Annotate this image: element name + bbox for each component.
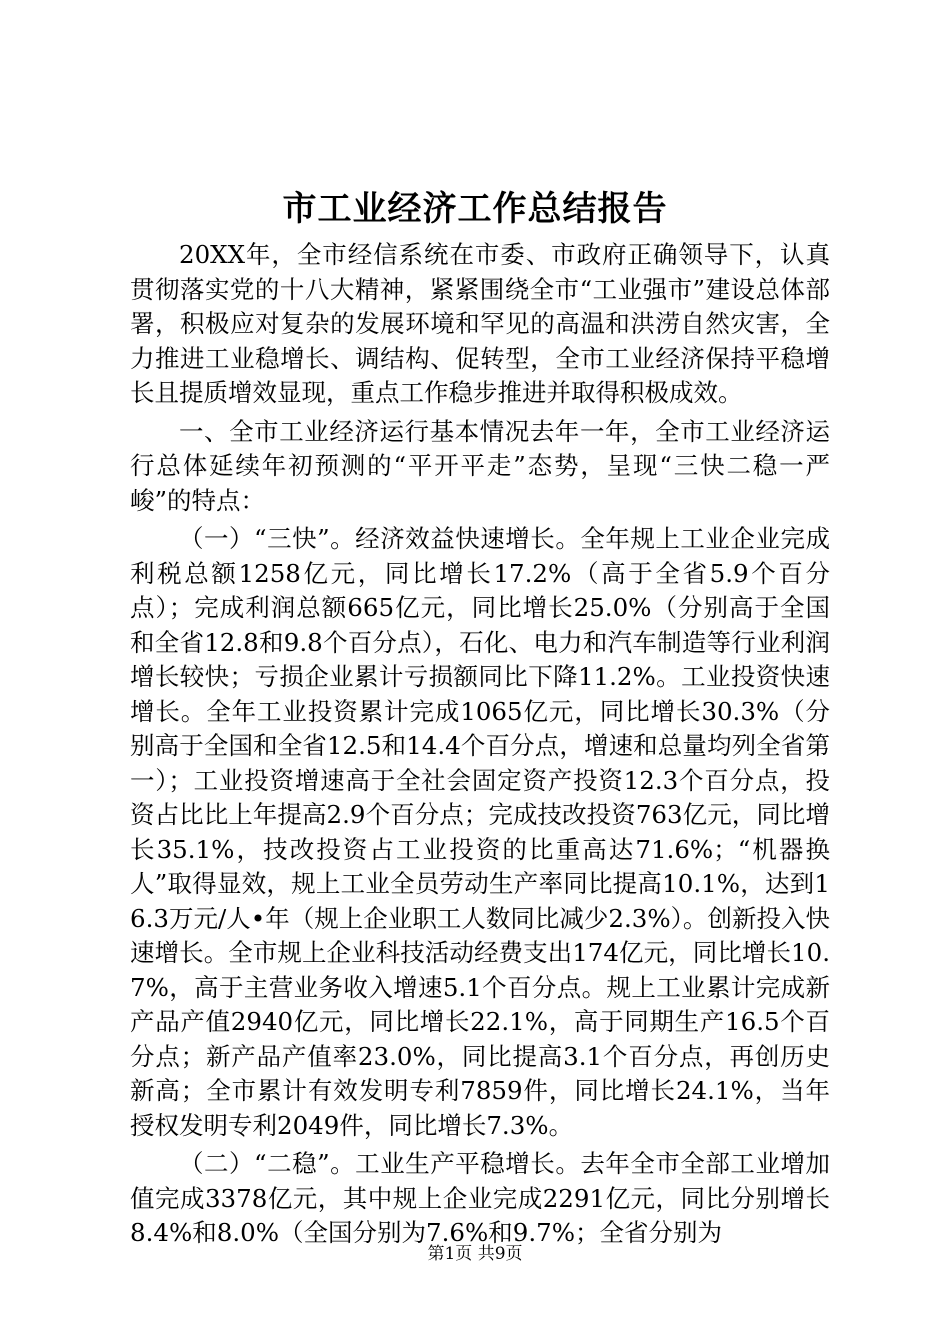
- document-title: 市工业经济工作总结报告: [282, 189, 668, 229]
- document-body: [130, 238, 830, 1255]
- page-number-footer: 第1页 共9页: [427, 1244, 523, 1264]
- paragraph-section-one: 一、全市工业经济运行基本情况去年一年，全市工业经济运行总体延续年初预测的“平开平走”态势，呈现“三快二稳一严峻”的特点：: [130, 416, 830, 515]
- paragraph-intro: 20XX年，全市经信系统在市委、市政府正确领导下，认真贯彻落实党的十八大精神，紧紧围绕全市“工业强市”建设总体部署，积极应对复杂的发展环境和罕见的高温和洪涝自然灾害，全力推进工业稳增长、调结构、促转型，全市工业经济保持平稳增长且提质增效显现，重点工作稳步推进并取得积极成效。: [130, 240, 830, 407]
- paragraph-three-fast: （一）“三快”。经济效益快速增长。全年规上工业企业完成利税总额1258亿元，同比增长17.2%（高于全省5.9个百分点）；完成利润总额665亿元，同比增长25.0%（分别高于全国和全省12.8和9.8个百分点），石化、电力和汽车制造等行业利润增长较快；亏损企业累计亏损额同比下降11.2%。工业投资快速增长。全年工业投资累计完成1065亿元，同比增长30.3%（分别高于全国和全省12.5和14.4个百分点，增速和总量均列全省第一）；工业投资增速高于全社会固定资产投资12.3个百分点，投资占比比上年提高2.9个百分点；完成技改投资763亿元，同比增长35.1%，技改投资占工业投资的比重高达71.6%；“机器换人”取得显效，规上工业全员劳动生产率同比提高10.1%，达到16.3万元/人•年（规上企业职工人数同比减少2.3%）。创新投入快速增长。全市规上企业科技活动经费支出174亿元，同比增长10.7%，高于主营业务收入增速5.1个百分点。规上工业累计完成新产品产值2940亿元，同比增长22.1%，高于同期生产16.5个百分点；新产品产值率23.0%，同比提高3.1个百分点，再创历史新高；全市累计有效发明专利7859件，同比增长24.1%，当年授权发明专利2049件，同比增长7.3%。: [130, 524, 830, 1140]
- paragraph-two-stable: （二）“二稳”。工业生产平稳增长。去年全市全部工业增加值完成3378亿元，其中规上企业完成2291亿元，同比分别增长8.4%和8.0%（全国分别为7.6%和9.7%；全省分别为: [130, 1149, 830, 1247]
